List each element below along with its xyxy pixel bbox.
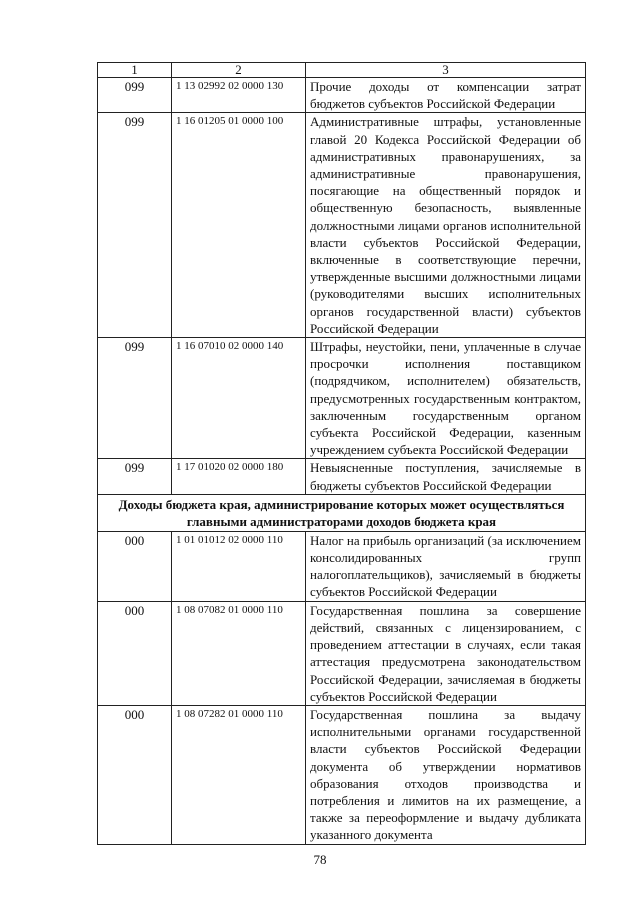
administrator-code: 099 [98,459,172,494]
table-row [98,113,586,338]
column-header-3: 3 [306,63,586,78]
revenue-codes-table [97,62,586,845]
revenue-name: Государственная пошлина за совершение действий, связанных с лицензированием, с проведением аттестации в случаях, если такая аттестация предусмотрена законодательством Российской Федерации, зачисляемая в бюджеты субъектов Российской Федерации [306,601,586,705]
revenue-name: Прочие доходы от компенсации затрат бюджетов субъектов Российской Федерации [306,78,586,113]
column-header-2: 2 [172,63,306,78]
administrator-code: 099 [98,113,172,338]
revenue-name: Невыясненные поступления, зачисляемые в бюджеты субъектов Российской Федерации [306,459,586,494]
table-header-row [98,63,586,78]
table-row [98,531,586,601]
administrator-code: 000 [98,531,172,601]
revenue-name: Государственная пошлина за выдачу исполнительными органами государственной власти субъектов Российской Федерации документа об утверждении нормативов образования отходов производства и потребления и лимитов на их размещение, а также за переоформление и выдачу дубликата указанного документа [306,705,586,844]
revenue-code: 1 16 01205 01 0000 100 [172,113,306,338]
administrator-code: 000 [98,601,172,705]
administrator-code: 099 [98,338,172,459]
revenue-code: 1 16 07010 02 0000 140 [172,338,306,459]
table-row [98,459,586,494]
revenue-name: Налог на прибыль организаций (за исключением консолидированных групп налогоплательщиков), зачисляемый в бюджеты субъектов Российской Федерации [306,531,586,601]
revenue-name: Штрафы, неустойки, пени, уплаченные в случае просрочки исполнения поставщиком (подрядчиком, исполнителем) обязательств, предусмотренных государственным контрактом, заключенным государственным органом субъекта Российской Федерации, казенным учреждением субъекта Российской Федерации [306,338,586,459]
table-row [98,705,586,844]
administrator-code: 099 [98,78,172,113]
section-heading: Доходы бюджета края, администрирование которых может осуществляться главными администраторами доходов бюджета края [98,494,586,531]
revenue-code: 1 08 07282 01 0000 110 [172,705,306,844]
table-row [98,601,586,705]
revenue-code: 1 13 02992 02 0000 130 [172,78,306,113]
section-heading-row [98,494,586,531]
administrator-code: 000 [98,705,172,844]
page-number: 78 [313,852,327,867]
revenue-code: 1 17 01020 02 0000 180 [172,459,306,494]
column-header-1: 1 [98,63,172,78]
revenue-code: 1 01 01012 02 0000 110 [172,531,306,601]
revenue-code: 1 08 07082 01 0000 110 [172,601,306,705]
revenue-name: Административные штрафы, установленные главой 20 Кодекса Российской Федерации об административных правонарушениях, за административные правонарушения, посягающие на общественный порядок и общественную безопасность, выявленные должностными лицами органов исполнительной власти субъектов Российской Федерации, включенные в соответствующие перечни, утвержденные высшими должностными лицами (руководителями высших исполнительных органов государственной власти) субъектов Российской Федерации [306,113,586,338]
table-row [98,338,586,459]
table-row [98,78,586,113]
